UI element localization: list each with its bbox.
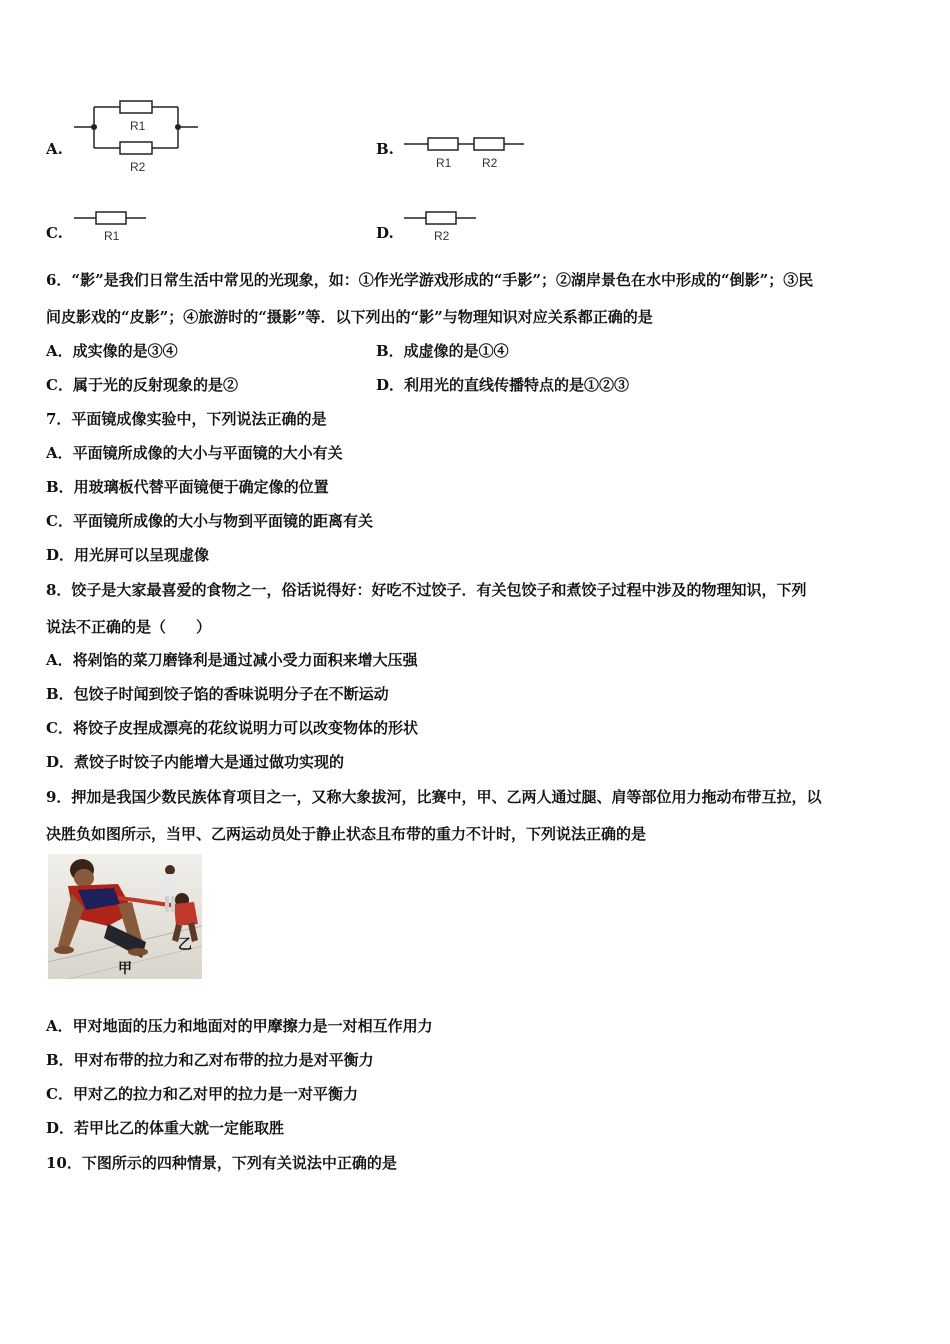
q5-a-r1-label: R1 [130, 119, 146, 133]
q6-stem-line2: 间皮影戏的“皮影”；④旅游时的“摄影”等．以下列出的“影”与物理知识对应关系都正确的是 [46, 308, 653, 326]
q5-option-a-parallel-circuit [74, 96, 200, 178]
q7-stem: 7．平面镜成像实验中，下列说法正确的是 [46, 410, 327, 428]
q9-option-c: C．甲对乙的拉力和乙对甲的拉力是一对平衡力 [46, 1085, 358, 1103]
q9-option-b: B．甲对布带的拉力和乙对布带的拉力是对平衡力 [46, 1051, 374, 1069]
q8-option-a: A．将剁馅的菜刀磨锋利是通过减小受力面积来增大压强 [46, 651, 418, 669]
q5-option-c-single-resistor [74, 206, 148, 248]
q6-option-d: D．利用光的直线传播特点的是①②③ [376, 376, 630, 394]
q10-stem: 10．下图所示的四种情景，下列有关说法中正确的是 [46, 1154, 397, 1172]
q5-option-b-letter: B. [376, 140, 394, 158]
q6-option-c: C．属于光的反射现象的是② [46, 376, 238, 394]
q9-stem-line2: 决胜负如图所示，当甲、乙两运动员处于静止状态且布带的重力不计时，下列说法正确的是 [46, 825, 647, 843]
q5-d-r2-label: R2 [434, 229, 450, 243]
q9-option-a: A．甲对地面的压力和地面对的甲摩擦力是一对相互作用力 [46, 1017, 433, 1035]
q6-stem-line1: 6．“影”是我们日常生活中常见的光现象，如：①作光学游戏形成的“手影”；②湖岸景色在水中形成的“倒影”；③民 [46, 271, 814, 289]
q8-option-c: C．将饺子皮捏成漂亮的花纹说明力可以改变物体的形状 [46, 719, 418, 737]
q9-photo-label-yi: 乙 [178, 937, 192, 953]
q8-option-d: D．煮饺子时饺子内能增大是通过做功实现的 [46, 753, 345, 771]
q5-option-a-letter: A. [46, 140, 63, 158]
q9-tug-of-war-photo [48, 854, 202, 979]
q5-option-d-letter: D. [376, 224, 394, 242]
q7-option-a: A．平面镜所成像的大小与平面镜的大小有关 [46, 444, 343, 462]
q6-option-a: A．成实像的是③④ [46, 342, 178, 360]
q7-option-d: D．用光屏可以呈现虚像 [46, 546, 210, 564]
q7-option-c: C．平面镜所成像的大小与物到平面镜的距离有关 [46, 512, 373, 530]
q9-stem-line1: 9．押加是我国少数民族体育项目之一，又称大象拔河，比赛中，甲、乙两人通过腿、肩等部位用力拖动布带互拉，以 [46, 788, 822, 806]
q5-a-r2-label: R2 [130, 160, 146, 174]
q7-option-b: B．用玻璃板代替平面镜便于确定像的位置 [46, 478, 329, 496]
q8-stem-line1: 8．饺子是大家最喜爱的食物之一，俗话说得好：好吃不过饺子．有关包饺子和煮饺子过程中涉及的物理知识，下列 [46, 581, 807, 599]
q5-b-r2-label: R2 [482, 156, 498, 170]
q8-stem-line2: 说法不正确的是（ ） [46, 618, 212, 636]
q9-option-d: D．若甲比乙的体重大就一定能取胜 [46, 1119, 285, 1137]
q9-photo-label-jia: 甲 [118, 961, 132, 977]
q5-b-r1-label: R1 [436, 156, 452, 170]
q6-option-b: B．成虚像的是①④ [376, 342, 509, 360]
q8-option-b: B．包饺子时闻到饺子馅的香味说明分子在不断运动 [46, 685, 389, 703]
q5-c-r1-label: R1 [104, 229, 120, 243]
q5-option-c-letter: C. [46, 224, 63, 242]
q5-option-b-series-circuit [404, 132, 526, 178]
q5-option-d-single-resistor [404, 206, 478, 248]
